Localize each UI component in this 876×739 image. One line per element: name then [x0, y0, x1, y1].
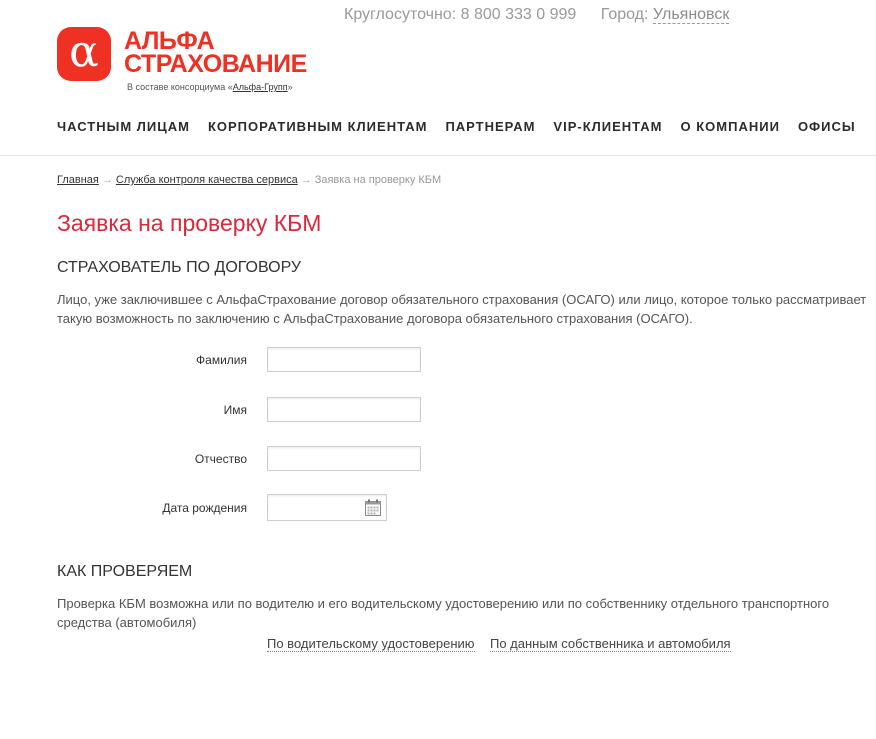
middle-name-field[interactable] — [267, 446, 421, 471]
last-name-field[interactable] — [267, 347, 421, 372]
top-contact-bar — [344, 6, 729, 24]
insured-heading: СТРАХОВАТЕЛЬ ПО ДОГОВОРУ — [57, 259, 302, 276]
logo-line-1: АЛЬФА — [124, 27, 215, 55]
nav-item-about[interactable]: О КОМПАНИИ — [680, 119, 780, 134]
birth-date-picker — [267, 494, 387, 521]
birth-date-field[interactable] — [268, 495, 370, 519]
alpha-logo-icon[interactable]: α — [57, 27, 111, 81]
check-heading: КАК ПРОВЕРЯЕМ — [57, 563, 193, 580]
alfa-group-link[interactable]: Альфа-Групп — [232, 82, 288, 92]
breadcrumb-home[interactable]: Главная — [57, 174, 99, 186]
city-selector[interactable]: Ульяновск — [652, 6, 730, 23]
check-by-license-link[interactable]: По водительскому удостоверению — [267, 636, 475, 651]
first-name-field[interactable] — [267, 397, 421, 422]
page-title: Заявка на проверку КБМ — [57, 210, 322, 236]
nav-item-corporate[interactable]: КОРПОРАТИВНЫМ КЛИЕНТАМ — [207, 119, 428, 134]
calendar-icon[interactable] — [365, 499, 381, 516]
nav-item-vip[interactable]: VIP-КЛИЕНТАМ — [553, 119, 663, 134]
breadcrumb — [57, 174, 441, 186]
insured-description: Лицо, уже заключившее с АльфаСтрахование договор обязательного страхования (ОСАГО) или лицо, которое только рассматривает такую возможность по заключению с АльфаСтрахование договора обязательного страхования (ОСАГО). — [57, 292, 867, 326]
logo-line-2: СТРАХОВАНИЕ — [124, 50, 307, 78]
check-description: Проверка КБМ возможна или по водителю и его водительскому удостоверению или по собственнику отдельного транспортного средства (автомобиля) — [57, 596, 830, 630]
main-nav — [57, 119, 874, 134]
birth-date-label: Дата рождения — [162, 501, 247, 515]
logo-sub-suffix: » — [287, 82, 293, 92]
nav-item-private[interactable]: ЧАСТНЫМ ЛИЦАМ — [57, 119, 190, 134]
first-name-label: Имя — [223, 403, 247, 417]
logo-sub-prefix: В составе консорциума « — [127, 82, 233, 92]
nav-item-partners[interactable]: ПАРТНЕРАМ — [445, 119, 536, 134]
header-divider — [0, 155, 876, 156]
logo-subtitle — [127, 82, 293, 92]
last-name-label: Фамилия — [196, 353, 247, 367]
breadcrumb-separator: → — [300, 174, 312, 186]
middle-name-label: Отчество — [194, 452, 247, 466]
hotline-text: Круглосуточно: 8 800 333 0 999 — [344, 6, 577, 23]
city-label: Город: — [600, 6, 649, 23]
check-by-owner-link[interactable]: По данным собственника и автомобиля — [490, 636, 731, 651]
logo-wordmark[interactable] — [124, 27, 307, 78]
breadcrumb-separator: → — [101, 174, 113, 186]
breadcrumb-section[interactable]: Служба контроля качества сервиса — [115, 174, 298, 186]
breadcrumb-current: Заявка на проверку КБМ — [314, 174, 442, 186]
nav-item-offices[interactable]: ОФИСЫ — [797, 119, 856, 134]
